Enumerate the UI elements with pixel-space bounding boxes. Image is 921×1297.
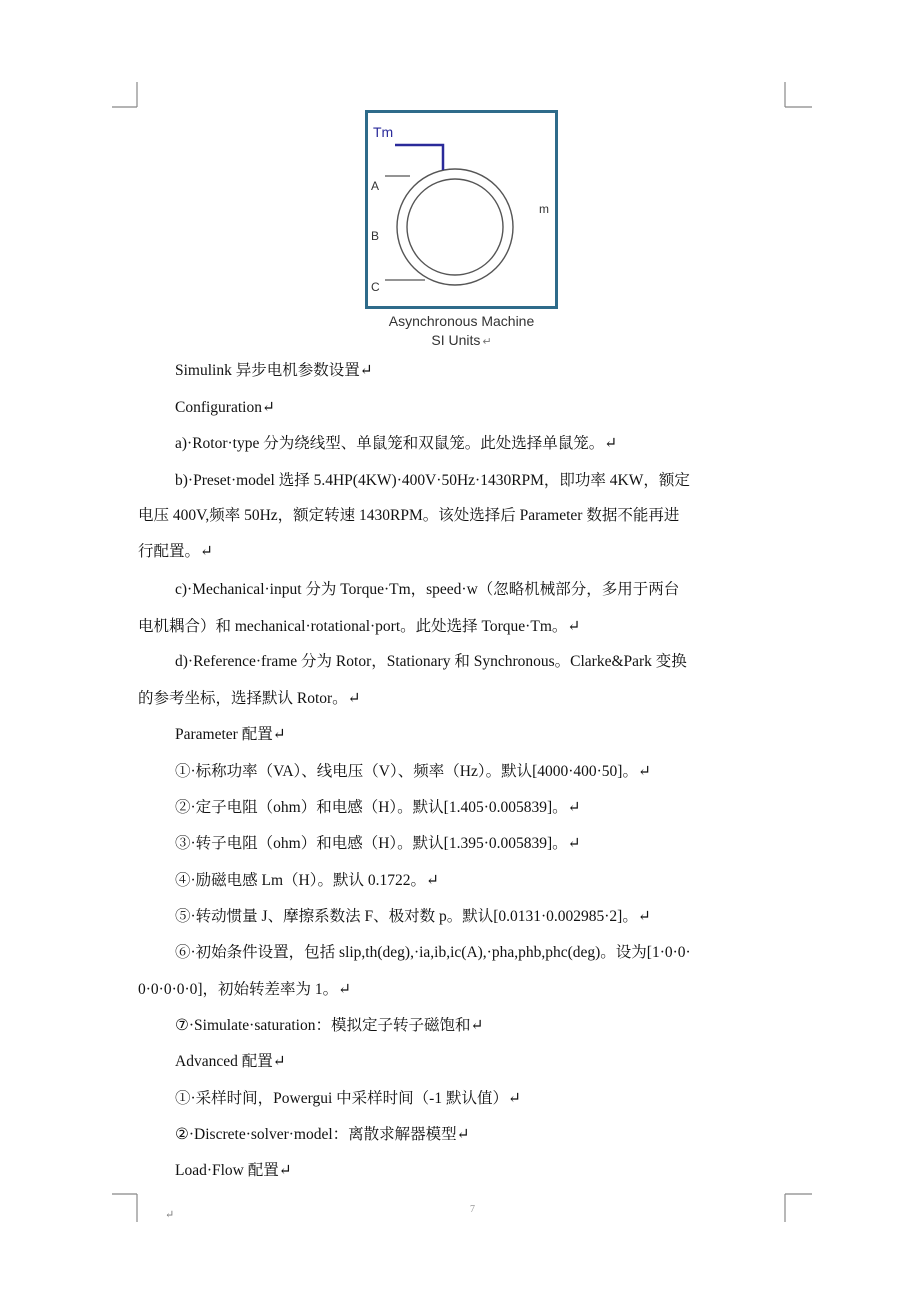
paragraph-b-line3: 行配置。↵ — [138, 543, 213, 560]
advanced-item-1: ①·采样时间，Powergui 中采样时间（-1 默认值）↵ — [175, 1090, 521, 1107]
parameter-item-1: ①·标称功率（VA）、线电压（V）、频率（Hz）。默认[4000·400·50]。↵ — [175, 763, 651, 780]
advanced-item-2: ②·Discrete·solver·model：离散求解器模型↵ — [175, 1126, 470, 1143]
paragraph-a: a)·Rotor·type 分为绕线型、单鼠笼和双鼠笼。此处选择单鼠笼。↵ — [175, 435, 618, 452]
paragraph-b-line1: b)·Preset·model 选择 5.4HP(4KW)·400V·50Hz·1430RPM，即功率 4KW，额定 — [175, 472, 690, 489]
figure-caption-line1: Asynchronous Machine — [388, 313, 535, 329]
section-heading-parameter: Parameter 配置↵ — [175, 726, 286, 743]
section-heading-advanced: Advanced 配置↵ — [175, 1053, 286, 1070]
figure-caption-line2 — [340, 332, 583, 348]
caption-text: SI Units — [431, 332, 481, 348]
page-number: 7 — [470, 1204, 475, 1215]
block-frame — [367, 112, 557, 308]
paragraph-b-line2: 电压 400V,频率 50Hz，额定转速 1430RPM。该处选择后 Parameter 数据不能再进 — [138, 507, 680, 524]
parameter-item-5: ⑤·转动惯量 J、摩擦系数法 F、极对数 p。默认[0.0131·0.002985·2]。↵ — [175, 908, 651, 925]
port-m-label: m — [539, 202, 549, 216]
section-heading-load-flow: Load·Flow 配置↵ — [175, 1162, 292, 1179]
section-heading-configuration: Configuration↵ — [175, 399, 275, 416]
parameter-item-7: ⑦·Simulate·saturation：模拟定子转子磁饱和↵ — [175, 1017, 484, 1034]
asynchronous-machine-block — [365, 110, 558, 309]
doc-title: Simulink 异步电机参数设置↵ — [175, 362, 373, 379]
parameter-item-6-line2: 0·0·0·0·0]，初始转差率为 1。↵ — [138, 981, 352, 998]
paragraph-mark: ↵ — [482, 336, 492, 348]
parameter-item-6-line1: ⑥·初始条件设置，包括 slip,th(deg),·ia,ib,ic(A),·pha,phb,phc(deg)。设为[1·0·0· — [175, 944, 691, 961]
paragraph-c-line2: 电机耦合）和 mechanical·rotational·port。此处选择 Torque·Tm。↵ — [138, 618, 581, 635]
port-a-label: A — [371, 179, 380, 193]
paragraph-d-line2: 的参考坐标，选择默认 Rotor。↵ — [138, 690, 361, 707]
port-tm-label: Tm — [373, 124, 394, 140]
port-c-label: C — [371, 280, 380, 294]
parameter-item-4: ④·励磁电感 Lm（H）。默认 0.1722。↵ — [175, 872, 439, 889]
paragraph-c-line1: c)·Mechanical·input 分为 Torque·Tm，speed·w（忽略机械部分，多用于两台 — [175, 581, 680, 598]
end-paragraph-mark: ↵ — [165, 1209, 175, 1221]
port-b-label: B — [371, 229, 380, 243]
parameter-item-2: ②·定子电阻（ohm）和电感（H）。默认[1.405·0.005839]。↵ — [175, 799, 581, 816]
paragraph-d-line1: d)·Reference·frame 分为 Rotor，Stationary 和 Synchronous。Clarke&Park 变换 — [175, 653, 687, 670]
parameter-item-3: ③·转子电阻（ohm）和电感（H）。默认[1.395·0.005839]。↵ — [175, 835, 581, 852]
